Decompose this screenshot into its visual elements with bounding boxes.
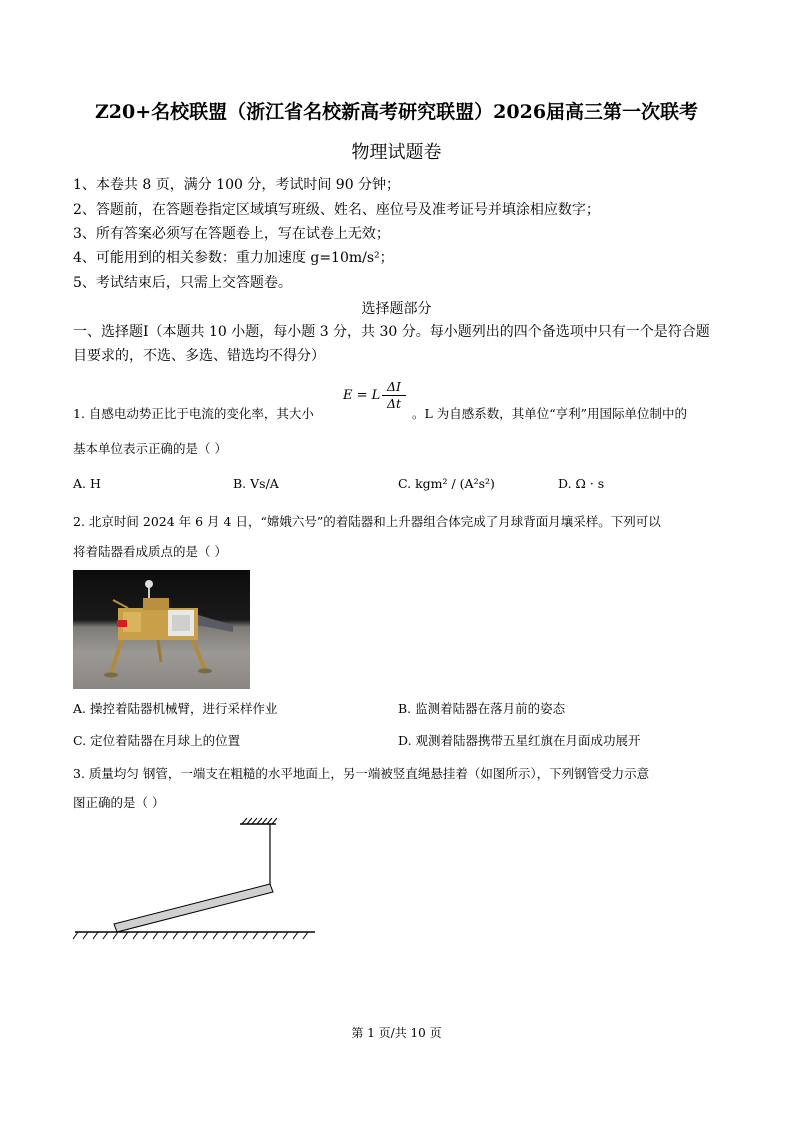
q2-option-c: C. 定位着陆器在月球上的位置	[73, 733, 241, 748]
q3-text-a: 3. 质量均匀 钢管，一端支在粗糙的水平地面上，另一端被竖直绳悬挂着（如图所示），下列钢管受力示意	[73, 766, 650, 781]
steel-pipe	[114, 884, 273, 932]
q2-text-b: 将着陆器看成质点的是（ ）	[73, 544, 227, 559]
lander-photo	[73, 570, 250, 689]
q1-option-d: D. Ω · s	[558, 476, 605, 491]
q1-option-a: A. H	[73, 476, 101, 491]
q1-fraction	[382, 379, 406, 411]
q1-formula-num: ΔI	[382, 379, 406, 396]
q1-formula-den: Δt	[386, 396, 402, 411]
q2-option-b: B. 监测着陆器在落月前的姿态	[398, 701, 566, 716]
q1-formula-left: E = L	[343, 388, 381, 403]
q3-text-b: 图正确的是（ ）	[73, 795, 165, 810]
exam-title: Z20+名校联盟（浙江省名校新高考研究联盟）2026届高三第一次联考	[94, 101, 699, 123]
lander-illustration	[73, 570, 250, 689]
exam-subtitle: 物理试题卷	[351, 142, 442, 163]
page-footer: 第 1 页/共 10 页	[351, 1026, 442, 1040]
q2-option-d: D. 观测着陆器携带五星红旗在月面成功展开	[398, 733, 641, 748]
section-title: 选择题部分	[361, 301, 432, 317]
q1-text-a: 1. 自感电动势正比于电流的变化率，其大小	[73, 406, 314, 421]
note-3: 3、所有答案必须写在答题卷上，写在试卷上无效；	[73, 226, 390, 242]
note-5: 5、考试结束后，只需上交答题卷。	[73, 275, 292, 291]
note-1: 1、本卷共 8 页，满分 100 分，考试时间 90 分钟；	[73, 177, 401, 193]
section-intro: 一、选择题Ⅰ（本题共 10 小题，每小题 3 分，共 30 分。每小题列出的四个备选项中只有一个是符合题目要求的，不选、多选、错选均不得分）	[73, 324, 710, 364]
q1-option-b: B. Vs/A	[233, 476, 279, 491]
note-4: 4、可能用到的相关参数：重力加速度 g=10m/s²；	[73, 250, 394, 266]
q1-text-c: 基本单位表示正确的是（ ）	[73, 441, 227, 456]
ceiling-hatch	[242, 818, 277, 824]
steel-pipe-diagram	[70, 812, 330, 947]
q1-text-b: 。L 为自感系数，其单位“亨利”用国际单位制中的	[412, 406, 688, 421]
q2-option-a: A. 操控着陆器机械臂，进行采样作业	[73, 701, 278, 716]
q1-option-c: C. kgm² / (A²s²)	[398, 476, 495, 491]
ground-hatch	[73, 932, 308, 939]
q2-text-a: 2. 北京时间 2024 年 6 月 4 日，“嫦娥六号”的着陆器和上升器组合体完成了月球背面月壤采样。下列可以	[73, 514, 661, 529]
note-2: 2、答题前，在答题卷指定区域填写班级、姓名、座位号及准考证号并填涂相应数字；	[73, 202, 600, 218]
